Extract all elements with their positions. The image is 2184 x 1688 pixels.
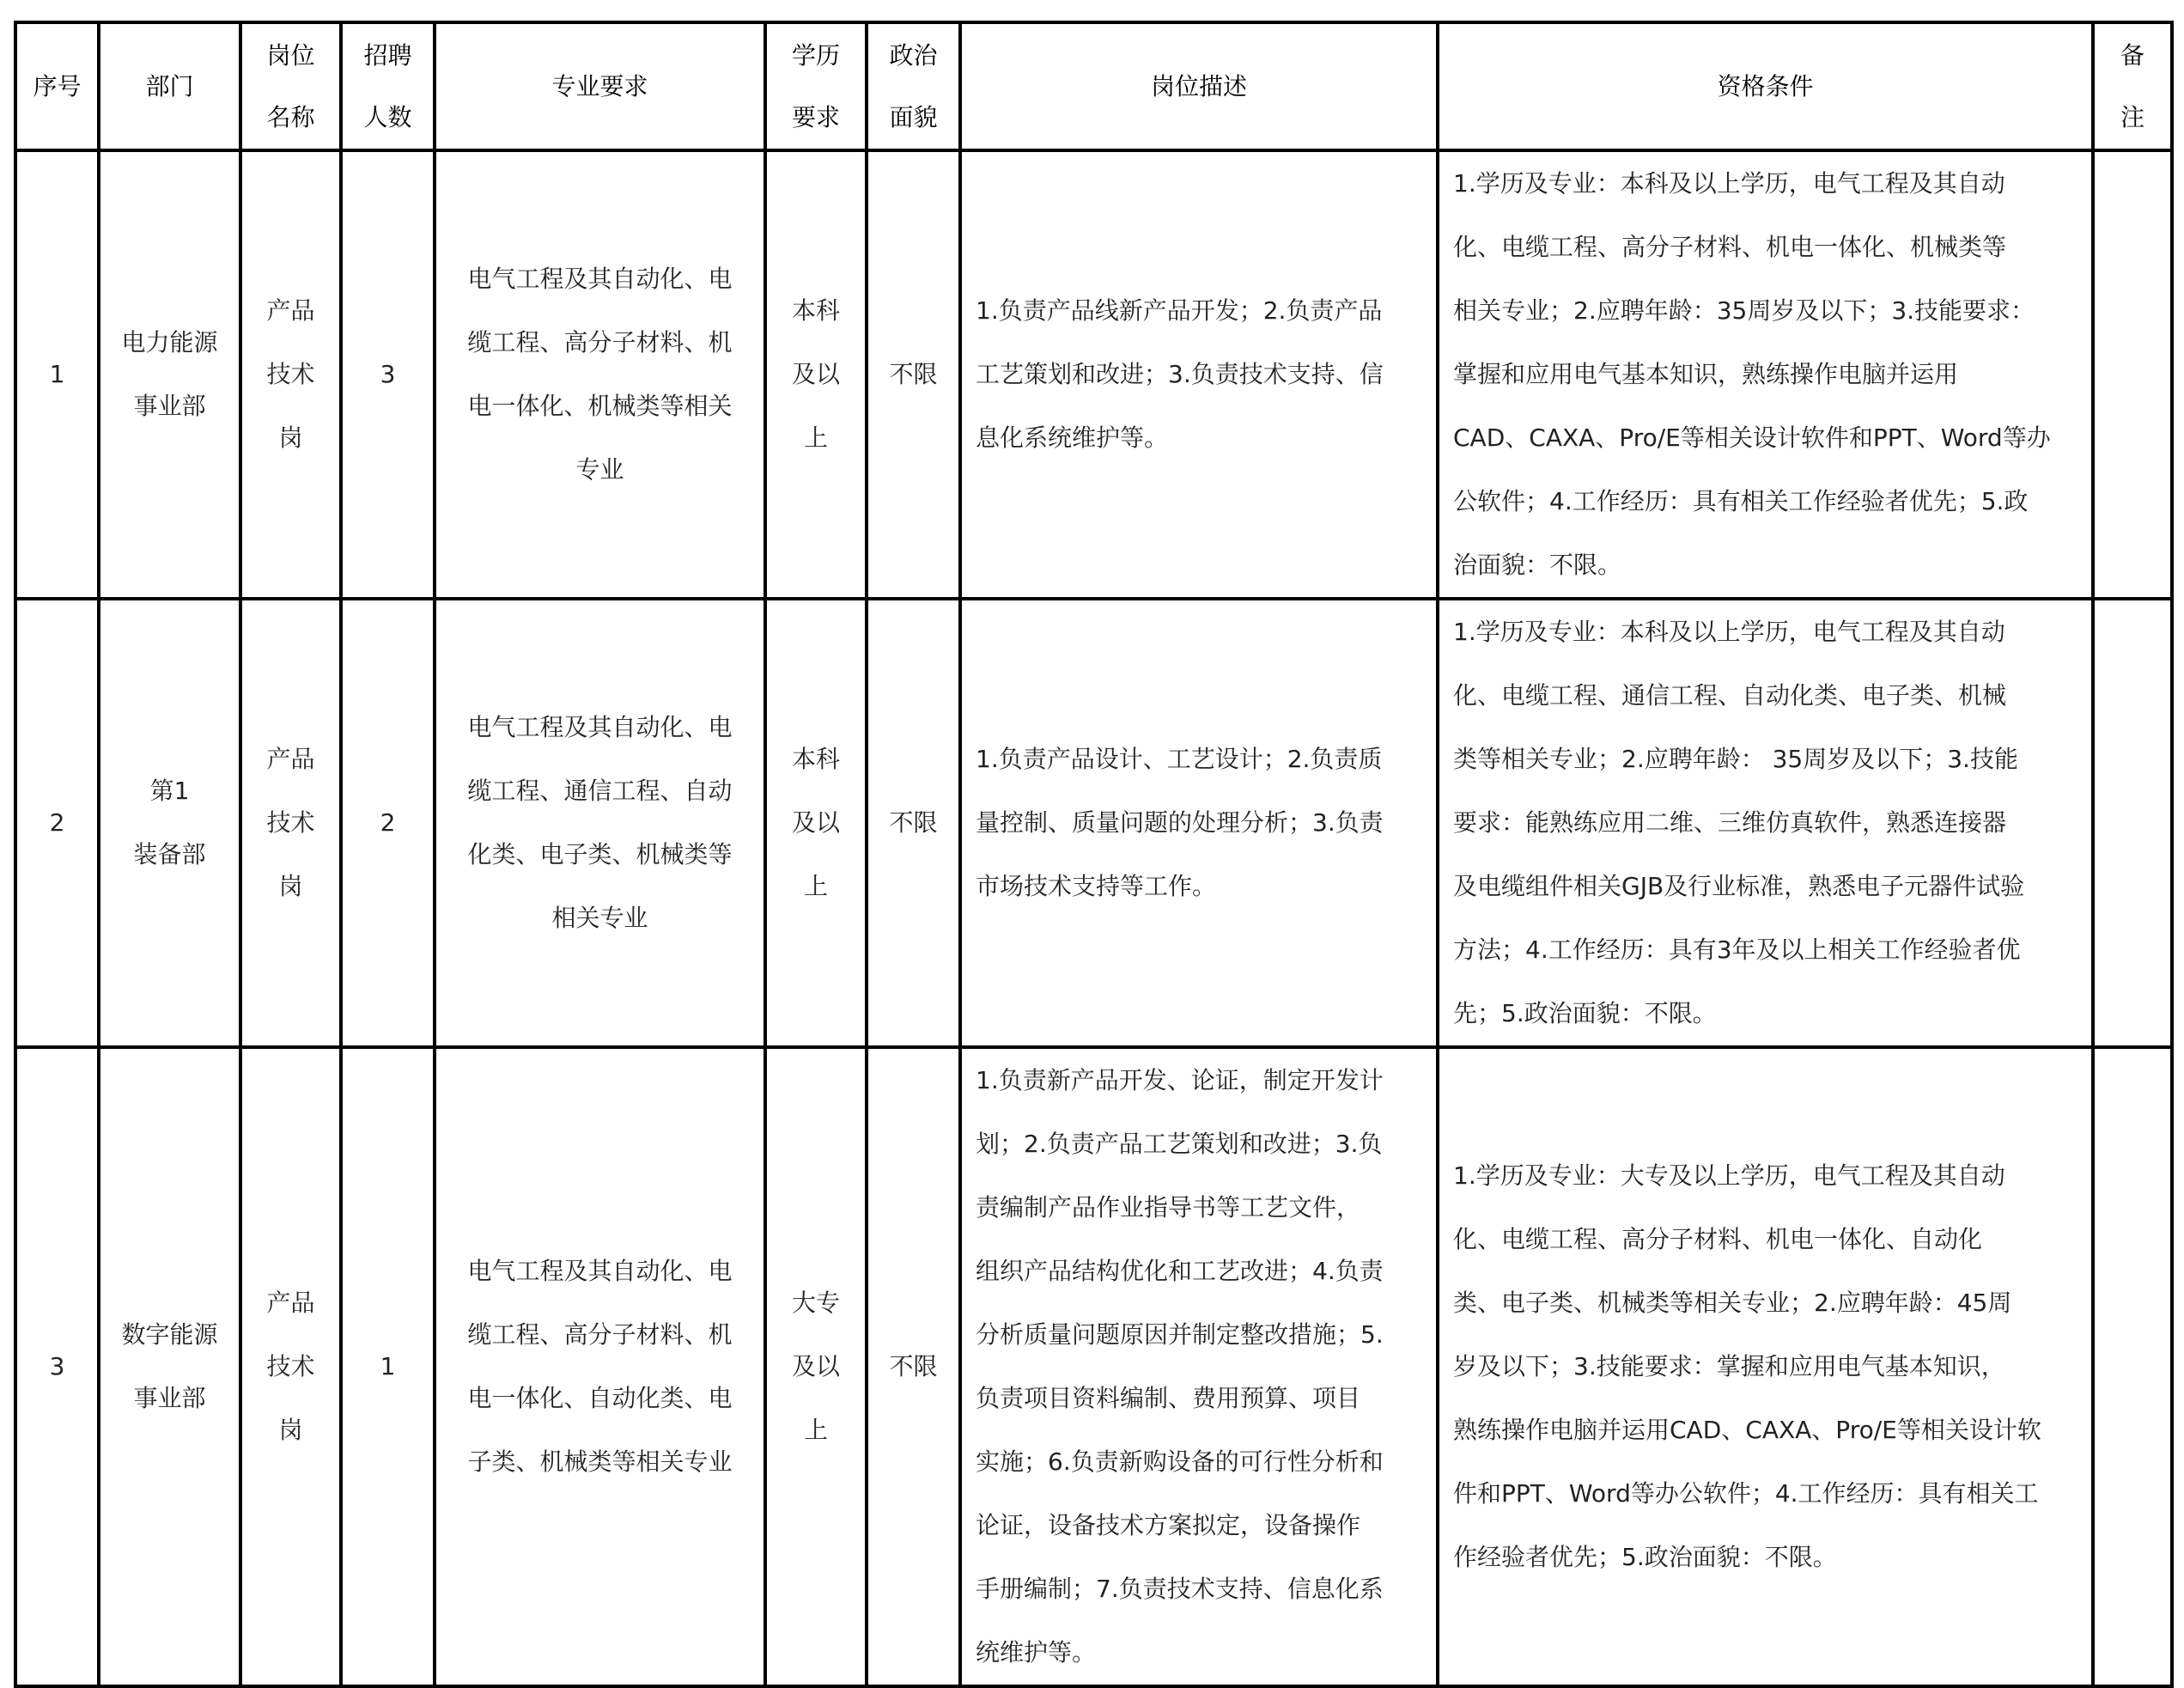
text-line: 名称 bbox=[266, 102, 315, 131]
text-line: 事业部 bbox=[133, 1384, 206, 1412]
header-qualification bbox=[1438, 22, 2093, 150]
table-row bbox=[15, 599, 2172, 1047]
text-line: 人数 bbox=[363, 102, 412, 131]
header-education bbox=[765, 22, 867, 150]
text-line: 1.学历及专业：大专及以上学历，电气工程及其自动 bbox=[1453, 1161, 2005, 1190]
cell-dept bbox=[99, 150, 240, 599]
cell-position bbox=[240, 1047, 341, 1686]
text-line: 岗 bbox=[278, 1416, 303, 1444]
text-line: CAD、CAXA、Pro/E等相关设计软件和PPT、Word等办 bbox=[1453, 424, 2051, 452]
text-line: 类等相关专业；2.应聘年龄： 35周岁及以下；3.技能 bbox=[1453, 745, 2018, 773]
text-line: 分析质量问题原因并制定整改措施；5. bbox=[976, 1320, 1384, 1349]
header-position bbox=[240, 22, 341, 150]
cell-position bbox=[240, 599, 341, 1047]
cell-description bbox=[960, 150, 1438, 599]
text-line: 作经验者优先；5.政治面貌：不限。 bbox=[1453, 1543, 1837, 1571]
text-line: 先；5.政治面貌：不限。 bbox=[1453, 999, 1717, 1027]
text-line: 岗位 bbox=[266, 40, 315, 70]
text-line: 数字能源 bbox=[121, 1320, 218, 1349]
text-line: 专业 bbox=[575, 455, 624, 484]
text-line: 及以 bbox=[791, 1352, 840, 1380]
text-line: 量控制、质量问题的处理分析；3.负责 bbox=[976, 808, 1384, 837]
text-line: 电气工程及其自动化、电 bbox=[467, 1257, 733, 1285]
text-line: 电气工程及其自动化、电 bbox=[467, 265, 733, 293]
text-line: 责编制产品作业指导书等工艺文件， bbox=[976, 1193, 1361, 1222]
text-line: 1.学历及专业：本科及以上学历，电气工程及其自动 bbox=[1453, 618, 2005, 646]
text-line: 方法；4.工作经历：具有3年及以上相关工作经验者优 bbox=[1453, 935, 2021, 964]
header-row bbox=[15, 22, 2172, 150]
cell-political: 不限 bbox=[867, 150, 960, 599]
text-line: 面貌 bbox=[889, 102, 938, 131]
text-line: 掌握和应用电气基本知识，熟练操作电脑并运用 bbox=[1453, 360, 1959, 388]
text-line: 相关专业 bbox=[551, 904, 648, 932]
text-line: 大专 bbox=[791, 1289, 840, 1317]
text-line: 本科 bbox=[791, 296, 840, 325]
cell-education bbox=[765, 599, 867, 1047]
text-line: 岗 bbox=[278, 424, 303, 452]
text-line: 事业部 bbox=[133, 392, 206, 420]
text-line: 招聘 bbox=[363, 40, 412, 70]
text-line: 及以 bbox=[791, 360, 840, 388]
cell-qualification bbox=[1438, 150, 2093, 599]
cell-no: 1 bbox=[15, 150, 99, 599]
cell-description bbox=[960, 1047, 1438, 1686]
text-line: 及电缆组件相关GJB及行业标准，熟悉电子元器件试验 bbox=[1453, 872, 2025, 900]
text-line: 要求 bbox=[791, 102, 840, 131]
text-line: 资格条件 bbox=[1717, 71, 1814, 101]
text-line: 上 bbox=[803, 424, 828, 452]
text-line: 公软件；4.工作经历：具有相关工作经验者优先；5.政 bbox=[1453, 487, 2029, 515]
text-line: 备 bbox=[2120, 40, 2144, 70]
cell-qualification bbox=[1438, 599, 2093, 1047]
text-line: 要求：能熟练应用二维、三维仿真软件，熟悉连接器 bbox=[1453, 808, 2007, 837]
cell-dept bbox=[99, 1047, 240, 1686]
text-line: 缆工程、通信工程、自动 bbox=[467, 777, 733, 805]
table-row bbox=[15, 1047, 2172, 1686]
header-remark bbox=[2093, 22, 2172, 150]
text-line: 第1 bbox=[149, 777, 190, 805]
text-line: 论证，设备技术方案拟定，设备操作 bbox=[976, 1511, 1361, 1539]
text-line: 产品 bbox=[266, 296, 315, 325]
header-description bbox=[960, 22, 1438, 150]
cell-qualification bbox=[1438, 1047, 2093, 1686]
header-political bbox=[867, 22, 960, 150]
text-line: 1.负责产品线新产品开发；2.负责产品 bbox=[976, 296, 1383, 325]
text-line: 技术 bbox=[266, 360, 315, 388]
cell-political: 不限 bbox=[867, 1047, 960, 1686]
text-line: 工艺策划和改进；3.负责技术支持、信 bbox=[976, 360, 1384, 388]
text-line: 岁及以下；3.技能要求：掌握和应用电气基本知识， bbox=[1453, 1352, 2005, 1380]
table-row bbox=[15, 150, 2172, 599]
text-line: 序号 bbox=[33, 71, 82, 101]
text-line: 电一体化、自动化类、电 bbox=[467, 1384, 733, 1412]
text-line: 手册编制；7.负责技术支持、信息化系 bbox=[976, 1575, 1384, 1603]
cell-no: 3 bbox=[15, 1047, 99, 1686]
header-count bbox=[341, 22, 435, 150]
cell-major bbox=[435, 599, 765, 1047]
text-line: 件和PPT、Word等办公软件；4.工作经历：具有相关工 bbox=[1453, 1479, 2039, 1508]
cell-education bbox=[765, 1047, 867, 1686]
text-line: 本科 bbox=[791, 745, 840, 773]
text-line: 化、电缆工程、高分子材料、机电一体化、机械类等 bbox=[1453, 233, 2007, 261]
text-line: 产品 bbox=[266, 745, 315, 773]
text-line: 统维护等。 bbox=[976, 1638, 1097, 1667]
text-line: 负责项目资料编制、费用预算、项目 bbox=[976, 1384, 1361, 1412]
header-dept bbox=[99, 22, 240, 150]
cell-count: 3 bbox=[341, 150, 435, 599]
cell-dept bbox=[99, 599, 240, 1047]
text-line: 熟练操作电脑并运用CAD、CAXA、Pro/E等相关设计软 bbox=[1453, 1416, 2041, 1444]
text-line: 1.负责新产品开发、论证，制定开发计 bbox=[976, 1066, 1384, 1094]
cell-political: 不限 bbox=[867, 599, 960, 1047]
text-line: 技术 bbox=[266, 808, 315, 837]
cell-remark bbox=[2093, 1047, 2172, 1686]
text-line: 息化系统维护等。 bbox=[976, 424, 1169, 452]
text-line: 电气工程及其自动化、电 bbox=[467, 713, 733, 741]
text-line: 上 bbox=[803, 872, 828, 900]
text-line: 实施；6.负责新购设备的可行性分析和 bbox=[976, 1447, 1384, 1476]
text-line: 划；2.负责产品工艺策划和改进；3.负 bbox=[976, 1130, 1383, 1158]
text-line: 电力能源 bbox=[121, 328, 218, 356]
cell-major bbox=[435, 150, 765, 599]
cell-no: 2 bbox=[15, 599, 99, 1047]
text-line: 及以 bbox=[791, 808, 840, 837]
text-line: 装备部 bbox=[133, 840, 206, 868]
cell-education bbox=[765, 150, 867, 599]
text-line: 政治 bbox=[889, 40, 938, 70]
cell-position bbox=[240, 150, 341, 599]
text-line: 类、电子类、机械类等相关专业；2.应聘年龄：45周 bbox=[1453, 1289, 2012, 1317]
text-line: 1.学历及专业：本科及以上学历，电气工程及其自动 bbox=[1453, 169, 2005, 198]
text-line: 缆工程、高分子材料、机 bbox=[467, 328, 733, 356]
text-line: 市场技术支持等工作。 bbox=[976, 872, 1217, 900]
cell-count: 2 bbox=[341, 599, 435, 1047]
text-line: 注 bbox=[2120, 102, 2144, 131]
text-line: 组织产品结构优化和工艺改进；4.负责 bbox=[976, 1257, 1384, 1285]
cell-remark bbox=[2093, 599, 2172, 1047]
text-line: 产品 bbox=[266, 1289, 315, 1317]
text-line: 子类、机械类等相关专业 bbox=[467, 1447, 733, 1476]
header-no bbox=[15, 22, 99, 150]
text-line: 上 bbox=[803, 1416, 828, 1444]
text-line: 专业要求 bbox=[551, 71, 648, 101]
text-line: 电一体化、机械类等相关 bbox=[467, 392, 733, 420]
cell-major bbox=[435, 1047, 765, 1686]
text-line: 化、电缆工程、通信工程、自动化类、电子类、机械 bbox=[1453, 681, 2007, 710]
cell-remark bbox=[2093, 150, 2172, 599]
text-line: 化类、电子类、机械类等 bbox=[467, 840, 733, 868]
text-line: 治面貌：不限。 bbox=[1453, 551, 1622, 579]
text-line: 岗 bbox=[278, 872, 303, 900]
text-line: 部门 bbox=[145, 71, 194, 101]
text-line: 缆工程、高分子材料、机 bbox=[467, 1320, 733, 1349]
cell-description bbox=[960, 599, 1438, 1047]
text-line: 岗位描述 bbox=[1150, 71, 1247, 101]
text-line: 化、电缆工程、高分子材料、机电一体化、自动化 bbox=[1453, 1225, 1983, 1253]
text-line: 学历 bbox=[791, 40, 840, 70]
cell-count: 1 bbox=[341, 1047, 435, 1686]
text-line: 技术 bbox=[266, 1352, 315, 1380]
recruitment-table bbox=[14, 21, 2174, 1688]
text-line: 1.负责产品设计、工艺设计；2.负责质 bbox=[976, 745, 1383, 773]
text-line: 相关专业；2.应聘年龄：35周岁及以下；3.技能要求： bbox=[1453, 296, 2035, 325]
header-major bbox=[435, 22, 765, 150]
